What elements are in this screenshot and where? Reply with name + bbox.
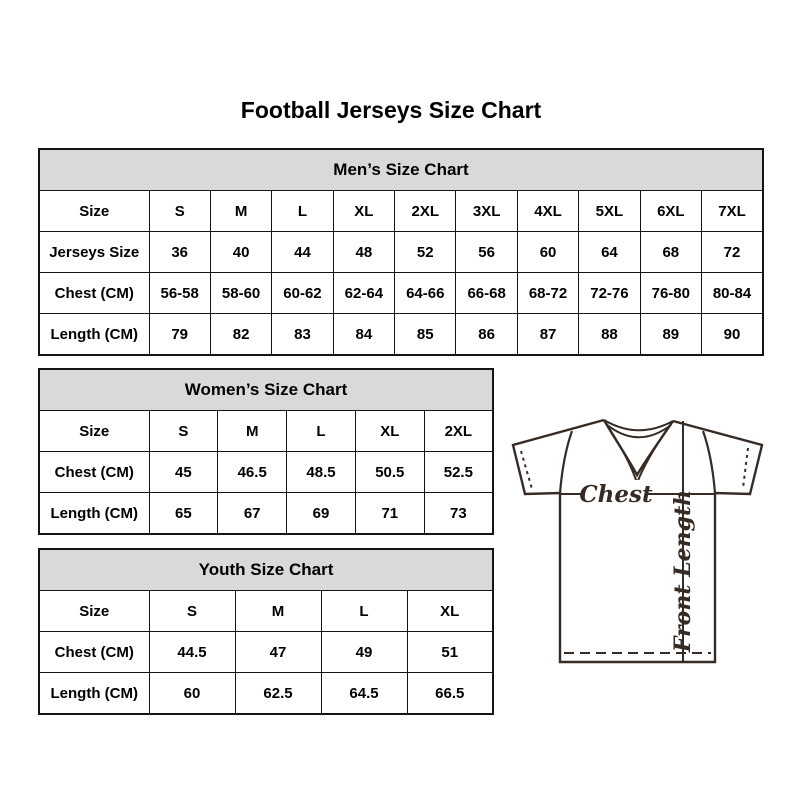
value-cell: 44.5 xyxy=(149,632,235,673)
table-header-row xyxy=(39,149,763,191)
value-cell: S xyxy=(149,411,218,452)
value-cell: XL xyxy=(407,591,493,632)
page-title: Football Jerseys Size Chart xyxy=(240,97,542,123)
table-row xyxy=(39,411,493,452)
value-cell: 2XL xyxy=(395,191,456,232)
value-cell: 64-66 xyxy=(395,273,456,314)
table-header-row xyxy=(39,549,493,591)
row-label-cell: Size xyxy=(39,591,149,632)
row-label-cell: Chest (CM) xyxy=(39,273,149,314)
value-cell: 86 xyxy=(456,314,517,356)
value-cell: L xyxy=(321,591,407,632)
value-cell: L xyxy=(287,411,356,452)
value-cell: 68 xyxy=(640,232,701,273)
value-cell: 60 xyxy=(149,673,235,715)
value-cell: 62.5 xyxy=(235,673,321,715)
value-cell: 44 xyxy=(272,232,333,273)
value-cell: 60-62 xyxy=(272,273,333,314)
jersey-outline xyxy=(513,420,762,662)
value-cell: 67 xyxy=(218,493,287,535)
value-cell: 47 xyxy=(235,632,321,673)
value-cell: 52.5 xyxy=(424,452,493,493)
table-row xyxy=(39,273,763,314)
value-cell: 56-58 xyxy=(149,273,210,314)
mens-table-title: Men’s Size Chart xyxy=(39,149,763,191)
value-cell: 66-68 xyxy=(456,273,517,314)
value-cell: 50.5 xyxy=(355,452,424,493)
value-cell: M xyxy=(218,411,287,452)
youth-table-title: Youth Size Chart xyxy=(39,549,493,591)
value-cell: 5XL xyxy=(579,191,640,232)
value-cell: 82 xyxy=(210,314,271,356)
value-cell: 85 xyxy=(395,314,456,356)
jersey-measurement-diagram xyxy=(506,414,768,666)
value-cell: 65 xyxy=(149,493,218,535)
value-cell: 62-64 xyxy=(333,273,394,314)
value-cell: 80-84 xyxy=(702,273,763,314)
value-cell: 6XL xyxy=(640,191,701,232)
value-cell: 83 xyxy=(272,314,333,356)
table-row xyxy=(39,232,763,273)
value-cell: 52 xyxy=(395,232,456,273)
value-cell: XL xyxy=(333,191,394,232)
value-cell: XL xyxy=(355,411,424,452)
table-row xyxy=(39,673,493,715)
chest-measure-label: Chest xyxy=(579,481,653,508)
row-label-cell: Chest (CM) xyxy=(39,452,149,493)
armhole-seam-left xyxy=(560,431,572,493)
value-cell: S xyxy=(149,191,210,232)
value-cell: 48.5 xyxy=(287,452,356,493)
value-cell: 73 xyxy=(424,493,493,535)
value-cell: 2XL xyxy=(424,411,493,452)
row-label-cell: Length (CM) xyxy=(39,673,149,715)
armhole-seam-right xyxy=(703,431,715,493)
value-cell: 49 xyxy=(321,632,407,673)
value-cell: 45 xyxy=(149,452,218,493)
value-cell: 40 xyxy=(210,232,271,273)
value-cell: 66.5 xyxy=(407,673,493,715)
value-cell: 84 xyxy=(333,314,394,356)
value-cell: 48 xyxy=(333,232,394,273)
womens-size-table xyxy=(38,368,494,535)
value-cell: M xyxy=(235,591,321,632)
table-row xyxy=(39,591,493,632)
row-label-cell: Size xyxy=(39,191,149,232)
value-cell: 3XL xyxy=(456,191,517,232)
value-cell: 89 xyxy=(640,314,701,356)
table-row xyxy=(39,493,493,535)
value-cell: 68-72 xyxy=(517,273,578,314)
value-cell: 72 xyxy=(702,232,763,273)
value-cell: 79 xyxy=(149,314,210,356)
value-cell: 51 xyxy=(407,632,493,673)
value-cell: 87 xyxy=(517,314,578,356)
value-cell: 58-60 xyxy=(210,273,271,314)
row-label-cell: Size xyxy=(39,411,149,452)
value-cell: 56 xyxy=(456,232,517,273)
value-cell: M xyxy=(210,191,271,232)
front-length-measure-label: Front Length xyxy=(670,489,696,653)
row-label-cell: Chest (CM) xyxy=(39,632,149,673)
value-cell: 46.5 xyxy=(218,452,287,493)
value-cell: 72-76 xyxy=(579,273,640,314)
value-cell: 64.5 xyxy=(321,673,407,715)
value-cell: 69 xyxy=(287,493,356,535)
value-cell: 88 xyxy=(579,314,640,356)
value-cell: 76-80 xyxy=(640,273,701,314)
table-header-row xyxy=(39,369,493,411)
value-cell: 7XL xyxy=(702,191,763,232)
table-row xyxy=(39,314,763,356)
value-cell: 71 xyxy=(355,493,424,535)
value-cell: 36 xyxy=(149,232,210,273)
value-cell: 90 xyxy=(702,314,763,356)
value-cell: 60 xyxy=(517,232,578,273)
value-cell: S xyxy=(149,591,235,632)
table-row xyxy=(39,452,493,493)
youth-size-table xyxy=(38,548,494,715)
womens-table-title: Women’s Size Chart xyxy=(39,369,493,411)
table-row xyxy=(39,191,763,232)
collar-outer-v xyxy=(604,420,673,475)
collar-back-arc-1 xyxy=(604,420,673,430)
row-label-cell: Length (CM) xyxy=(39,493,149,535)
cuff-stitch-right xyxy=(743,448,748,488)
value-cell: L xyxy=(272,191,333,232)
row-label-cell: Length (CM) xyxy=(39,314,149,356)
mens-size-table xyxy=(38,148,764,356)
row-label-cell: Jerseys Size xyxy=(39,232,149,273)
value-cell: 64 xyxy=(579,232,640,273)
value-cell: 4XL xyxy=(517,191,578,232)
table-row xyxy=(39,632,493,673)
